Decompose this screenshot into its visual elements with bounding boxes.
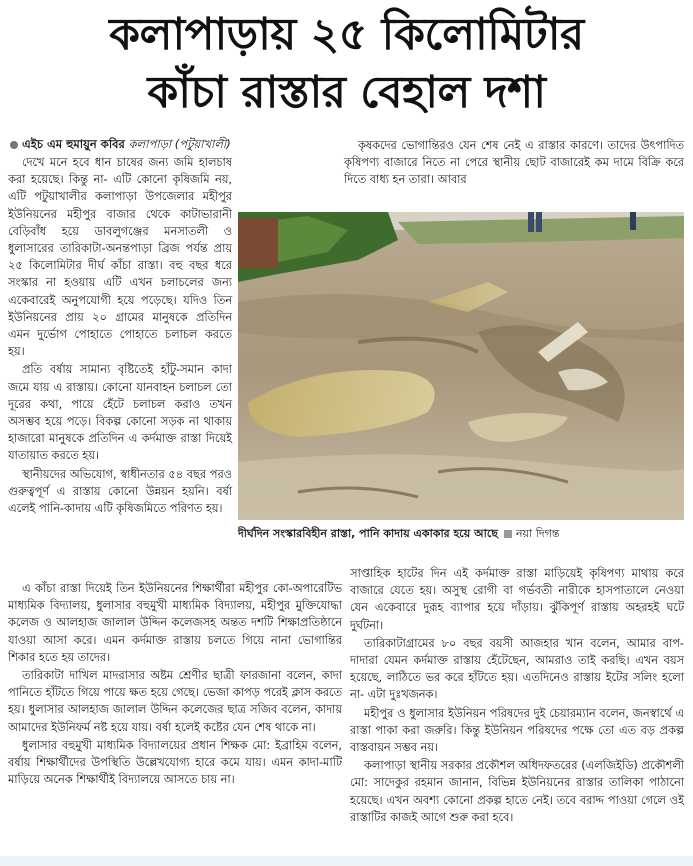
- headline-line-2: কাঁচা রাস্তার বেহাল দশা: [147, 67, 546, 118]
- article-paragraph: দেখে মনে হবে ধান চাষের জন্য জমি হালচাষ করা হয়েছে। কিন্তু না- এটি কোনো কৃষিজমি নয়, এটি পটুয়াখালীর কলাপাড়া উপজেলার মহীপুর ইউনিয়নের মহীপুর বাজার থেকে কাটাভারানী বেড়িবাঁধ হয়ে ডাবলুগঞ্জের মনসাতলী ও ধুলাসারের তারিকাটা-অনন্তপাড়া ব্রিজ পর্যন্ত প্রায় ২৫ কিলোমিটার দীর্ঘ কাঁচা রাস্তা। বহু বছর ধরে সংস্কার না হওয়ায় এটি এখন চলাচলের জন্য একেবারেই অনুপযোগী হয়ে পড়েছে। যদিও তিন ইউনিয়নের প্রায় ২০ গ্রামের মানুষকে প্রতিদিন এমন দুর্ভোগ পোহাতে পোহাতে চলাচল করতে হয়।: [8, 156, 232, 359]
- article-paragraph: স্থানীয়দের অভিযোগ, স্বাধীনতার ৫৪ বছর পরও গুরুত্বপূর্ণ এ রাস্তায় কোনো উন্নয়ন হয়নি। বর্ষা এলেই পানি-কাদায় এটি কৃষিজমিতে পরিণত হয়।: [8, 467, 232, 516]
- article-column-bottom-left: [8, 580, 342, 789]
- headline-line-1: কলাপাড়ায় ২৫ কিলোমিটার: [109, 9, 584, 60]
- headline: [0, 6, 693, 122]
- article-column-bottom-right: [350, 565, 684, 827]
- article-paragraph: এ কাঁচা রাস্তা দিয়েই তিন ইউনিয়নের শিক্ষার্থীরা মহীপুর কো-অপারেটিভ মাধ্যমিক বিদ্যালয়, ধুলাসার বহুমুখী মাধ্যমিক বিদ্যালয়, মহীপুর মুক্তিযোদ্ধা কলেজ ও আলহাজ জালাল উদ্দিন কলেজসহ অন্তত দশটি শিক্ষাপ্রতিষ্ঠানে যাওয়া আসা করে। এমন কর্দমাক্ত রাস্তায় চলতে গিয়ে নানা ভোগান্তির শিকার হতে হয় তাদের।: [8, 582, 342, 664]
- article-paragraph: তারিকাটাগ্রামের ৮০ বছর বয়সী আজহার খান বলেন, আমার বাপ-দাদারা যেমন কর্দমাক্ত রাস্তায় হেঁটেছেন, আমরাও তাই করছি। এখন বয়স হয়েছে, লাঠিতে ভর করে হাঁটতে হয়। এতদিনেও রাস্তায় ইটের সলিং হলো না- এটা দুঃখজনক।: [350, 636, 685, 702]
- bullet-icon: [10, 141, 18, 149]
- byline: [10, 136, 340, 152]
- article-column-right-top: [344, 137, 684, 190]
- bottom-strip: [0, 856, 693, 866]
- caption-credit: নয়া দিগন্ত: [515, 527, 560, 540]
- article-paragraph: প্রতি বর্ষায় সামান্য বৃষ্টিতেই হাঁটু-সমান কাদা জমে যায় এ রাস্তায়। কোনো যানবাহন চলাচল তো দূরের কথা, পায়ে হেঁটে চলাচল করাও তখন অসম্ভব হয়ে পড়ে। বিকল্প কোনো সড়ক না থাকায় হাজারো মানুষকে প্রতিদিন এ কর্দমাক্ত রাস্তা দিয়েই যাতায়াত করতে হয়।: [8, 363, 232, 463]
- square-bullet-icon: [504, 530, 512, 538]
- road-photo: [238, 212, 684, 520]
- article-column-left-top: [8, 154, 232, 518]
- byline-author: এইচ এম হুমায়ুন কবির: [22, 137, 125, 151]
- article-paragraph: কলাপাড়া স্থানীয় সরকার প্রকৌশল অধিদফতরের (এলজিইডি) প্রকৌশলী মো: সাদেকুর রহমান জানান, বিভিন্ন ইউনিয়নের রাস্তার তালিকা পাঠানো হয়েছে। এখন অবশ্য কোনো প্রকল্প হাতে নেই। তবে বরাদ্দ পাওয়া গেলে ওই রাস্তাটির কাজই আগে শুরু করা হবে।: [350, 759, 684, 824]
- article-paragraph: সাপ্তাহিক হাটের দিন এই কর্দমাক্ত রাস্তা মাড়িয়েই কৃষিপণ্য মাথায় করে বাজারে যেতে হয়। অসুস্থ রোগী বা গর্ভবতী নারীকে হাসপাতালে নেওয়া যেন একেবারে দুরূহ ব্যাপার হয়ে দাঁড়ায়। ঝুঁকিপূর্ণ রাস্তায় অহরহই ঘটে দুর্ঘটনা।: [350, 567, 684, 632]
- article-paragraph: কৃষকদের ভোগান্তিরও যেন শেষ নেই এ রাস্তার কারণে। তাদের উৎপাদিত কৃষিপণ্য বাজারে নিতে না পেরে স্থানীয় ছোট বাজারেই কম দামে বিক্রি করে দিতে বাধ্য হন তারা। আবার: [344, 139, 684, 187]
- article-paragraph: ধুলাসার বহুমুখী মাধ্যমিক বিদ্যালয়ের প্রধান শিক্ষক মো: ইব্রাহিম বলেন, বর্ষায় শিক্ষার্থীদের উপস্থিতি উল্লেখযোগ্য হারে কমে যায়। এমন কাদা-মাটি মাড়িয়ে অনেক শিক্ষার্থীই বিদ্যালয়ে আসতে চায় না।: [8, 738, 342, 787]
- caption-text: দীর্ঘদিন সংস্কারবিহীন রাস্তা, পানি কাদায় একাকার হয়ে আছে: [238, 527, 498, 540]
- photo-caption: [238, 526, 684, 542]
- article-paragraph: তারিকাটা দাখিল মাদরাসার অষ্টম শ্রেণীর ছাত্রী ফারজানা বলেন, কাদা পানিতে হাঁটতে গিয়ে পায়ে ক্ষত হয়ে গেছে। ভেজা কাপড় পরেই ক্লাস করতে হয়। ধুলাসার আলহাজ জালাল উদ্দিন কলেজের ছাত্র সজিব বলেন, কাদায় আমাদের ইউনিফর্ম নষ্ট হয়ে যায়। বর্ষা হলেই কষ্টের যেন শেষ থাকে না।: [8, 669, 342, 734]
- byline-place: কলাপাড়া (পটুয়াখালী): [128, 137, 231, 151]
- article-paragraph: মহীপুর ও ধুলাসার ইউনিয়ন পরিষদের দুই চেয়ারম্যান বলেন, জনস্বার্থে এ রাস্তা পাকা করা জরুরি। কিন্তু ইউনিয়ন পরিষদের পক্ষে তো এত বড় প্রকল্প বাস্তবায়ন সম্ভব নয়।: [350, 706, 684, 755]
